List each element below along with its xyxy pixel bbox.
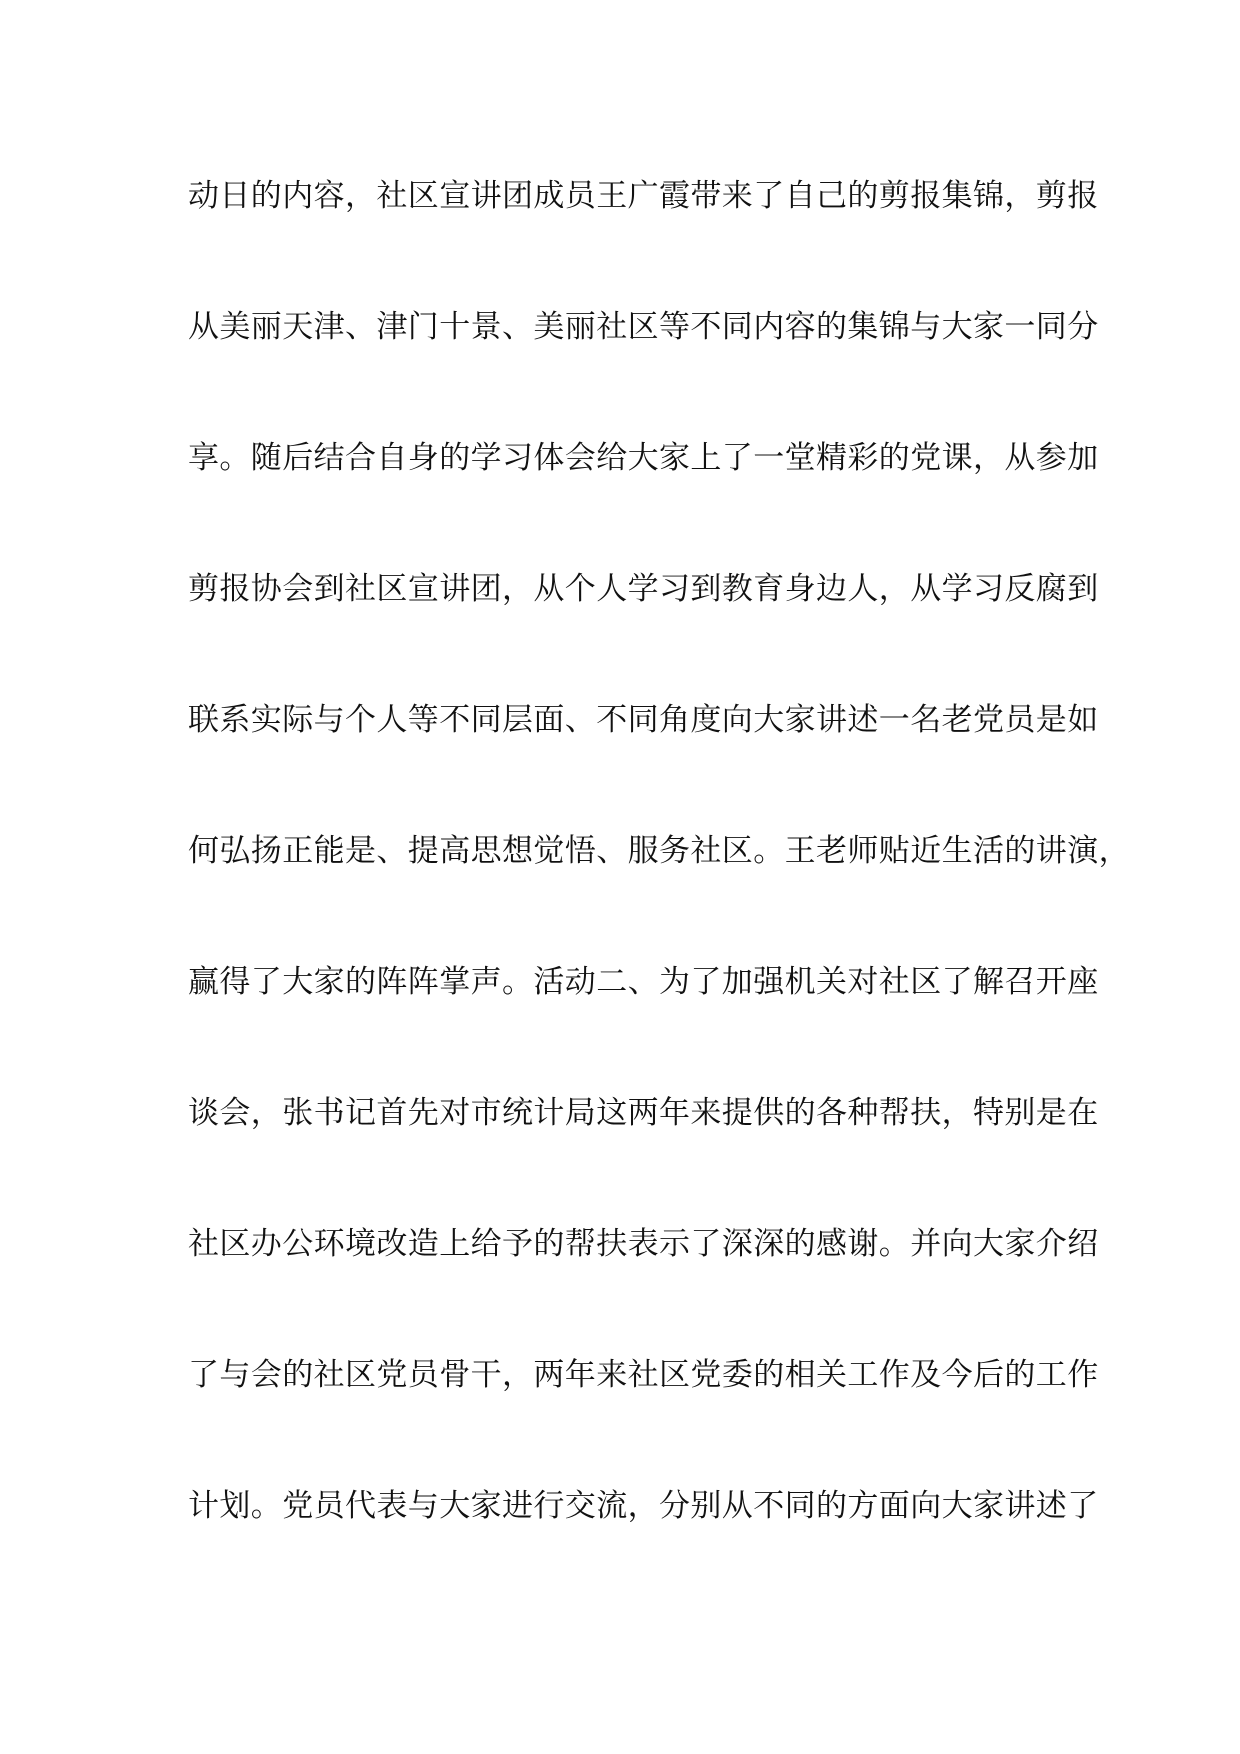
text-line: 赢得了大家的阵阵掌声。活动二、为了加强机关对社区了解召开座 xyxy=(188,964,1099,1000)
text-line: 何弘扬正能是、提高思想觉悟、服务社区。王老师贴近生活的讲演， xyxy=(188,833,1130,869)
text-line: 从美丽天津、津门十景、美丽社区等不同内容的集锦与大家一同分 xyxy=(188,309,1099,345)
body-text xyxy=(188,166,1130,1607)
text-line: 计划。党员代表与大家进行交流，分别从不同的方面向大家讲述了 xyxy=(188,1488,1099,1524)
text-line: 动日的内容，社区宣讲团成员王广霞带来了自己的剪报集锦，剪报 xyxy=(188,178,1099,214)
text-line: 社区办公环境改造上给予的帮扶表示了深深的感谢。并向大家介绍 xyxy=(188,1226,1099,1262)
text-line: 剪报协会到社区宣讲团，从个人学习到教育身边人，从学习反腐到 xyxy=(188,571,1099,607)
text-line: 谈会，张书记首先对市统计局这两年来提供的各种帮扶，特别是在 xyxy=(188,1095,1099,1131)
text-line: 了与会的社区党员骨干，两年来社区党委的相关工作及今后的工作 xyxy=(188,1357,1099,1393)
text-line: 联系实际与个人等不同层面、不同角度向大家讲述一名老党员是如 xyxy=(188,702,1099,738)
text-line: 享。随后结合自身的学习体会给大家上了一堂精彩的党课，从参加 xyxy=(188,440,1099,476)
